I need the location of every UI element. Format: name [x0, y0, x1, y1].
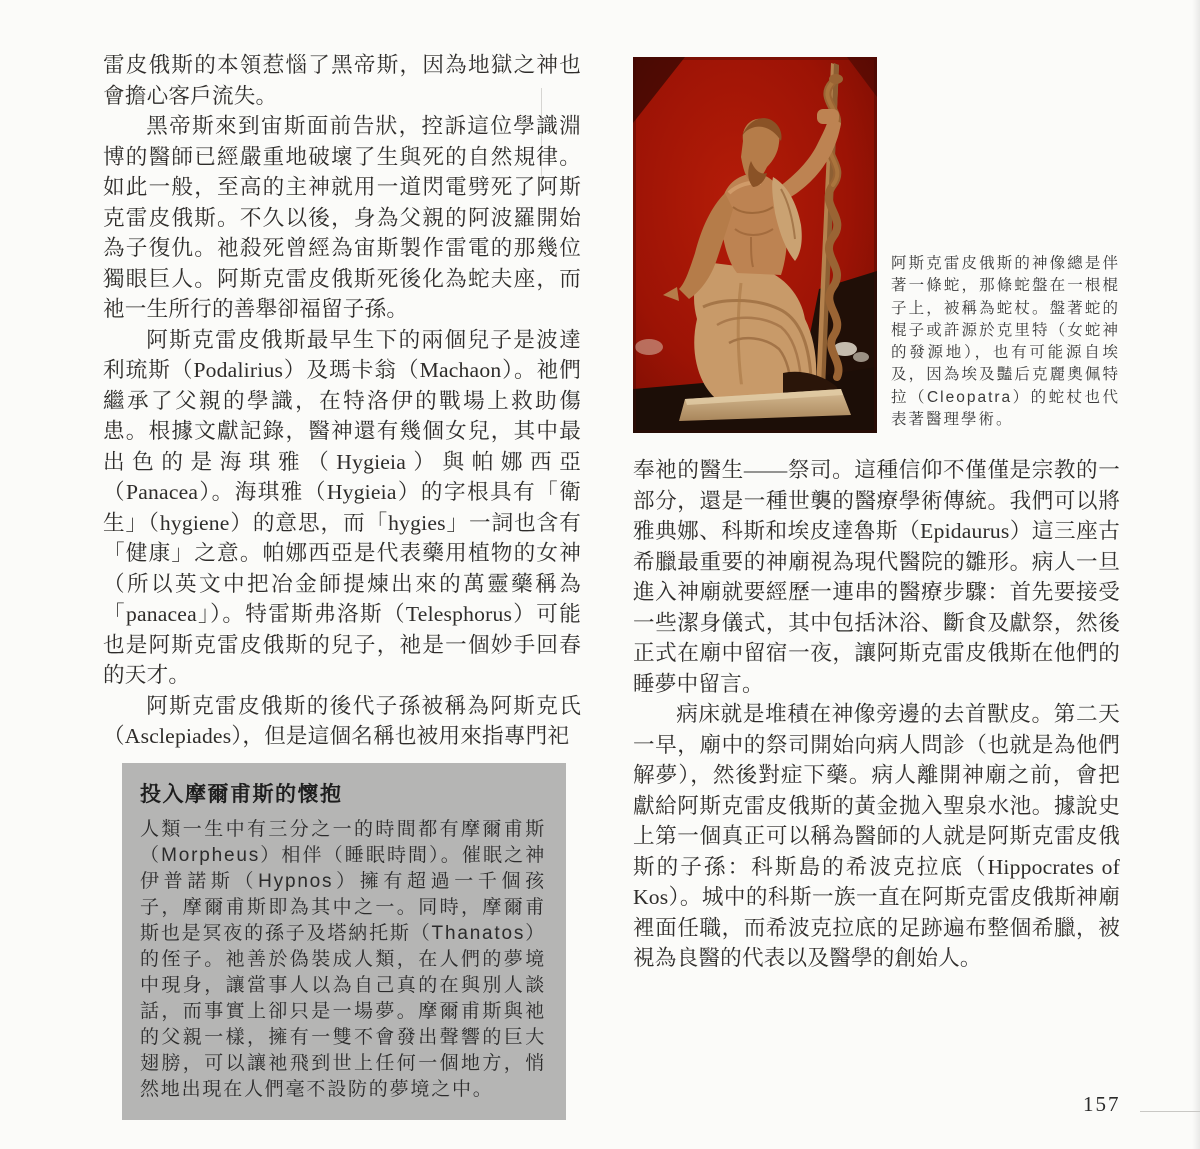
right-column	[633, 57, 1120, 974]
paragraph-children: 阿斯克雷皮俄斯最早生下的兩個兒子是波達利琉斯（Podalirius）及瑪卡翁（Machaon）。祂們繼承了父親的學識，在特洛伊的戰場上救助傷患。根據文獻記錄，醫神還有幾個女兒，其中最出色的是海琪雅（Hygieia）與帕娜西亞（Panacea）。海琪雅（Hygieia）的字根具有「衛生」（hygiene）的意思，而「hygies」一詞也含有「健康」之意。帕娜西亞是代表藥用植物的女神（所以英文中把冶金師提煉出來的萬靈藥稱為「panacea」）。特雷斯弗洛斯（Telesphorus）可能也是阿斯克雷皮俄斯的兒子，祂是一個妙手回春的天才。	[103, 327, 581, 687]
paragraph-hippocrates: 病床就是堆積在神像旁邊的去首獸皮。第二天一早，廟中的祭司開始向病人問診（也就是為他們解夢），然後對症下藥。病人離開神廟之前，會把獻給阿斯克雷皮俄斯的黃金拋入聖泉水池。據說史上第一個真正可以稱為醫師的人就是阿斯克雷皮俄斯的子孫：科斯島的希波克拉底（Hippocrates of Kos）。城中的科斯一族一直在阿斯克雷皮俄斯神廟裡面任職，而希波克拉底的足跡遍布整個希臘，被視為良醫的代表以及醫學的創始人。	[633, 702, 1120, 970]
paragraph-asclepiades: 阿斯克雷皮俄斯的後代子孫被稱為阿斯克氏（Asclepiades），但是這個名稱也被用來指專門祀	[103, 693, 581, 748]
paragraph-hades-complaint: 黑帝斯來到宙斯面前告狀，控訴這位學識淵博的醫師已經嚴重地破壞了生與死的自然規律。如此一般，至高的主神就用一道閃電劈死了阿斯克雷皮俄斯。不久以後，身為父親的阿波羅開始為子復仇。祂殺死曾經為宙斯製作雷電的那幾位獨眼巨人。阿斯克雷皮俄斯死後化為蛇夫座，而祂一生所行的善舉卻福留子孫。	[103, 114, 581, 321]
sidebar-box-body: 人類一生中有三分之一的時間都有摩爾甫斯（Morpheus）相伴（睡眠時間）。催眠之神伊普諾斯（Hypnos）擁有超過一千個孩子，摩爾甫斯即為其中之一。同時，摩爾甫斯也是冥夜的孫子及塔納托斯（Thanatos）的侄子。祂善於偽裝成人類，在人們的夢境中現身，讓當事人以為自己真的在與別人談話，而事實上卻只是一場夢。摩爾甫斯與祂的父親一樣，擁有一雙不會發出聲響的巨大翅膀，可以讓祂飛到世上任何一個地方，悄然地出現在人們毫不設防的夢境之中。	[140, 818, 546, 1100]
sidebar-box-morpheus	[122, 763, 566, 1120]
asclepius-statue-svg	[633, 57, 877, 433]
figure-row	[633, 57, 1120, 433]
scan-edge-shadow	[1192, 0, 1200, 1149]
left-column	[103, 50, 581, 1120]
sidebar-box-title: 投入摩爾甫斯的懷抱	[140, 782, 343, 806]
page-number-rule	[1140, 1111, 1200, 1112]
paragraph-continuation: 雷皮俄斯的本領惹惱了黑帝斯，因為地獄之神也會擔心客戶流失。	[103, 53, 581, 108]
figure-caption: 阿斯克雷皮俄斯的神像總是伴著一條蛇，那條蛇盤在一根棍子上，被稱為蛇杖。盤著蛇的棍子或許源於克里特（女蛇神的發源地），也有可能源自埃及，因為埃及豔后克麗奧佩特拉（Cleopatra）的蛇杖也代表著醫理學術。	[891, 255, 1120, 429]
page-number: 157	[1083, 1092, 1121, 1116]
statue-image	[633, 57, 877, 433]
paragraph-temple-belief: 奉祂的醫生——祭司。這種信仰不僅僅是宗教的一部分，還是一種世襲的醫療學術傳統。我們可以將雅典娜、科斯和埃皮達魯斯（Epidaurus）這三座古希臘最重要的神廟視為現代醫院的雛形。病人一旦進入神廟就要經歷一連串的醫療步驟：首先要接受一些潔身儀式，其中包括沐浴、斷食及獻祭，然後正式在廟中留宿一夜，讓阿斯克雷皮俄斯在他們的睡夢中留言。	[633, 458, 1120, 696]
